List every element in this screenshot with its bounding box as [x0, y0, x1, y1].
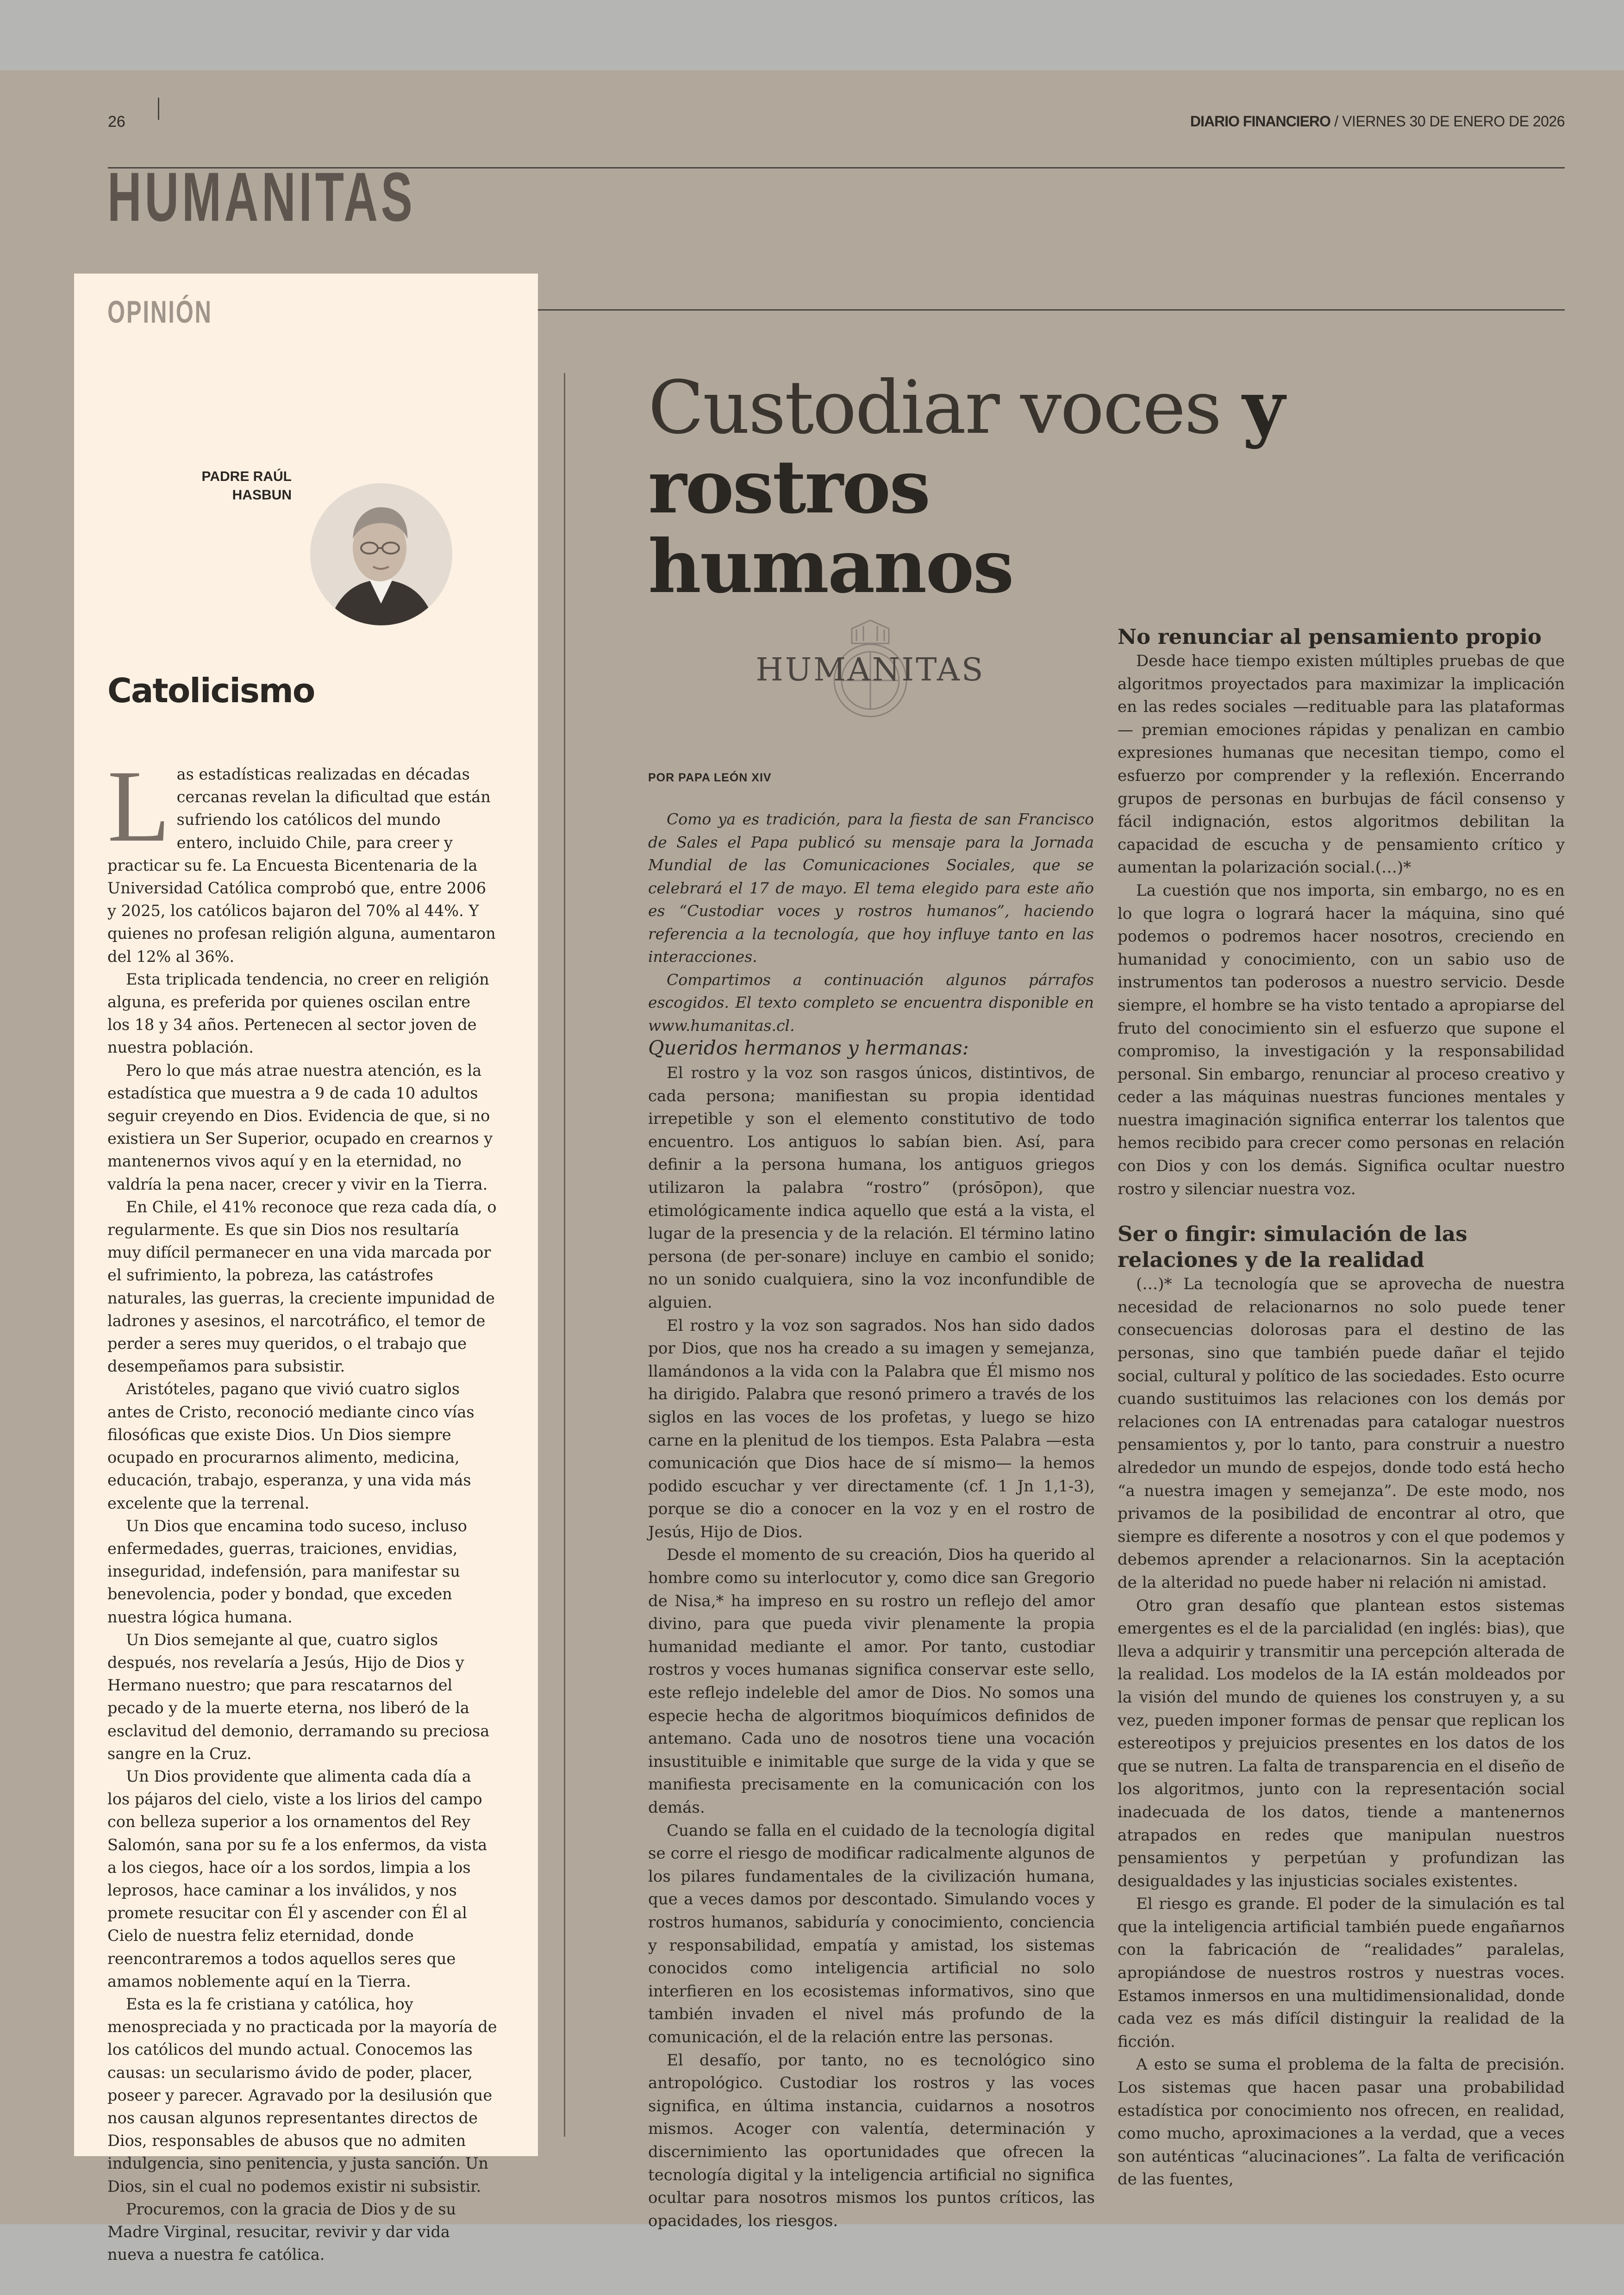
- article-paragraph: A esto se suma el problema de la falta de precisión. Los sistemas que hacen pasar una probabilidad estadística por conocimiento nos ofrecen, en realidad, como mucho, aproximaciones a la verdad, que a veces son auténticas “alucinaciones”. La falta de verificación de las fuentes,: [1118, 2055, 1565, 2189]
- article-byline: POR PAPA LEÓN XIV: [648, 771, 772, 784]
- article-paragraph: El riesgo es grande. El poder de la simulación es tal que la inteligencia artificial también puede engañarnos con la fabricación de “realidades” paralelas, apropiándose de nuestros rostros y nuestras voces. Estamos inmersos en una multidimensionalidad, donde cada vez es más difícil distinguir la realidad de la ficción.: [1118, 1895, 1565, 2051]
- opinion-paragraph: En Chile, el 41% reconoce que reza cada día, o regularmente. Es que sin Dios nos resultaría muy difícil permanecer en una vida marcada por el sufrimiento, la pobreza, las catástrofes naturales, las guerras, la creciente impunidad de ladrones y asesinos, el narcotráfico, el temor de perder a seres muy queridos, o el trabajo que desempeñamos para subsistir.: [107, 1197, 497, 1376]
- author-name: [153, 468, 292, 505]
- opinion-paragraph: Esta triplicada tendencia, no creer en religión alguna, es preferida por quienes oscilan entre los 18 y 34 años. Pertenecen al sector joven de nuestra población.: [107, 970, 489, 1057]
- intro-paragraph: Compartimos a continuación algunos párrafos escogidos. El texto completo se encuentra disponible en www.humanitas.cl.: [648, 970, 1094, 1035]
- logo-text: HUMANITAS: [756, 652, 985, 688]
- article-right-column: [1118, 624, 1565, 2191]
- masthead: [1190, 113, 1565, 130]
- article-paragraph: El rostro y la voz son sagrados. Nos han sido dados por Dios, que nos ha creado a su imagen y semejanza, llamándonos a la vida con la Palabra que Él mismo nos ha dirigido. Palabra que resonó primero a través de los siglos en las voces de los profetas, y luego se hizo carne en la plenitud de los tiempos. Esta Palabra —esta comunicación que Dios hace de sí mismo— la hemos podido escuchar y ver directamente (cf. 1 Jn 1,1-3), porque se dio a conocer en la voz y en el rostro de Jesús, Hijo de Dios.: [648, 1316, 1095, 1541]
- header-tick: [158, 98, 159, 120]
- masthead-brand: DIARIO FINANCIERO: [1190, 113, 1330, 130]
- section-title: HUMANITAS: [107, 158, 416, 236]
- opinion-paragraph: Un Dios providente que alimenta cada día a los pájaros del cielo, viste a los lirios del campo con belleza superior a los ornamentos del Rey Salomón, sana por su fe a los enfermos, da vista a los ciegos, hace oír a los sordos, limpia a los leprosos, hace caminar a los inválidos, y nos promete resucitar con Él y ascender con Él al Cielo de nuestra feliz eternidad, donde reencontraremos a todos aquellos seres que amamos noblemente aquí en la Tierra.: [107, 1767, 487, 1990]
- opinion-body: [107, 749, 497, 2266]
- article-paragraph: (…)* La tecnología que se aprovecha de nuestra necesidad de relacionarnos no solo puede tener consecuencias dolorosas para el destino de las personas, sino que también puede dañar el tejido social, cultural y político de las sociedades. Esto ocurre cuando sustituimos las relaciones con los demás por relaciones con IA entrenadas para catalogar nuestros pensamientos y, por lo tanto, para construir a nuestro alrededor un mundo de espejos, donde todo está hecho “a nuestra imagen y semejanza”. De este modo, nos privamos de la posibilidad de encontrar al otro, que siempre es diferente a nosotros y con el que podemos y debemos aprender a relacionarnos. Sin la aceptación de la alteridad no puede haber ni relación ni amistad.: [1118, 1275, 1565, 1592]
- opinion-paragraph: Las estadísticas realizadas en décadas cercanas revelan la dificultad que están sufriendo los católicos del mundo entero, incluido Chile, para creer y practicar su fe. La Encuesta Bicentenaria de la Universidad Católica comprobó que, entre 2006 y 2025, los católicos bajaron del 70% al 44%. Y quienes no profesan religión alguna, aumentaron del 12% al 36%.: [107, 749, 496, 966]
- article-paragraph: Otro gran desafío que plantean estos sistemas emergentes es el de la parcialidad (en inglés: bias), que lleva a adquirir y transmitir una percepción alterada de la realidad. Los modelos de la IA están moldeados por la visión del mundo de quienes los construyen y, a su vez, pueden imponer formas de pensar que replican los estereotipos y prejuicios presentes en los datos de los que se nutren. La falta de transparencia en el diseño de los algoritmos, junto con la representación social inadecuada de los datos, tiende a mantenernos atrapados en redes que manipulan nuestros pensamientos y perpetúan y profundizan las desigualdades y las injusticias sociales existentes.: [1118, 1596, 1565, 1890]
- author-name-line-1: PADRE RAÚL: [201, 469, 292, 484]
- headline-bold-2: humanos: [648, 524, 1013, 610]
- humanitas-logo: [755, 611, 986, 727]
- opinion-title: Catolicismo: [107, 671, 315, 710]
- drop-cap: L: [107, 749, 170, 863]
- article-middle-column: [648, 1035, 1095, 2233]
- column-divider: [564, 373, 565, 2137]
- page-number: 26: [108, 113, 125, 131]
- opinion-paragraph: Procuremos, con la gracia de Dios y de su Madre Virginal, resucitar, revivir y dar vida nueva a nuestra fe católica.: [107, 2200, 456, 2264]
- opinion-paragraph: Aristóteles, pagano que vivió cuatro siglos antes de Cristo, reconoció mediante cinco vías filosóficas que existe Dios. Un Dios siempre ocupado en procurarnos alimento, medicina, educación, trabajo, esperanza, y una vida más excelente que la terrenal.: [107, 1380, 475, 1512]
- headline-light: Custodiar voces: [648, 365, 1243, 450]
- article-paragraph: El desafío, por tanto, no es tecnológico sino antropológico. Custodiar los rostros y las voces significa, en última instancia, cuidarnos a nosotros mismos. Acoger con valentía, determinación y discernimiento las oportunidades que ofrecen la tecnología digital y la inteligencia artificial no significa ocultar para nosotros mismos los puntos críticos, las opacidades, los riesgos.: [648, 2051, 1095, 2230]
- opinion-paragraph: Pero lo que más atrae nuestra atención, es la estadística que muestra a 9 de cada 10 adultos seguir creyendo en Dios. Evidencia de que, si no existiera un Ser Superior, ocupado en crearnos y mantenernos vivos aquí y en la eternidad, no valdría la pena nacer, crecer y vivir en la Tierra.: [107, 1061, 493, 1193]
- author-name-line-2: HASBUN: [232, 487, 292, 503]
- article-headline: [648, 365, 1565, 610]
- article-paragraph: Desde hace tiempo existen múltiples pruebas de que algoritmos proyectados para maximizar la implicación en las redes sociales —redituable para las plataformas— premian emociones rápidas y penalizan en cambio expresiones humanas que necesitan tiempo, como el esfuerzo por comprender y la reflexión. Encerrando grupos de personas en burbujas de fácil consenso y fácil indignación, estos algoritmos debilitan la capacidad de escucha y de pensamiento crítico y aumentan la polarización social.(…)*: [1118, 652, 1565, 877]
- intro-paragraph: Como ya es tradición, para la fiesta de san Francisco de Sales el Papa publicó su mensaje para la Jornada Mundial de las Comunicaciones Sociales, que se celebrará el 17 de mayo. El tema elegido para este año es “Custodiar voces y rostros humanos”, haciendo referencia a la tecnología, que hoy influye tanto en las interacciones.: [648, 810, 1094, 966]
- opinion-paragraph: Esta es la fe cristiana y católica, hoy menospreciada y no practicada por la mayoría de los católicos del mundo actual. Conocemos las causas: un secularismo ávido de poder, placer, poseer y parecer. Agravado por la desilusión que nos causan algunos representantes directos de Dios, responsables de abusos que no admiten indulgencia, sino penitencia, y justa sanción. Un Dios, sin el cual no podemos existir ni subsistir.: [107, 1995, 497, 2195]
- article-paragraph: La cuestión que nos importa, sin embargo, no es en lo que logra o logrará hacer la máquina, sino qué podemos o podremos hacer nosotros, creciendo en humanidad y conocimiento, con un sabio uso de instrumentos tan poderosos a nuestro servicio. Desde siempre, el hombre se ha visto tentado a apropiarse del fruto del conocimiento sin el esfuerzo que supone el compromiso, la investigación y la responsabilidad personal. Sin embargo, renunciar al proceso creativo y ceder a las máquinas nuestras funciones mentales y nuestra imaginación significa enterrar los talentos que hemos recibido para crecer como personas en relación con Dios y con los demás. Significa ocultar nuestro rostro y silenciar nuestra voz.: [1118, 881, 1565, 1198]
- article-paragraph: Cuando se falla en el cuidado de la tecnología digital se corre el riesgo de modificar radicalmente algunos de los pilares fundamentales de la civilización humana, que a veces damos por descontado. Simulando voces y rostros humanos, sabiduría y conocimiento, conciencia y responsabilidad, empatía y amistad, los sistemas conocidos como inteligencia artificial no solo interfieren en los ecosistemas informativos, sino que también invaden el nivel más profundo de la comunicación, el de la relación entre las personas.: [648, 1821, 1095, 2046]
- article-intro: [648, 808, 1094, 1037]
- article-paragraph: Desde el momento de su creación, Dios ha querido al hombre como su interlocutor y, como dice san Gregorio de Nisa,* ha impreso en su rostro un reflejo del amor divino, para que pueda vivir plenamente la propia humanidad mediante el amor. Por tanto, custodiar rostros y voces humanas significa conservar este sello, este reflejo indeleble del amor de Dios. No somos una especie hecha de algoritmos bioquímicos definidos de antemano. Cada uno de nosotros tiene una vocación insustituible e inimitable que surge de la vida y que se manifiesta precisamente en la comunicación con los demás.: [648, 1546, 1095, 1817]
- opinion-label: OPINIÓN: [107, 294, 212, 330]
- opinion-paragraph: Un Dios que encamina todo suceso, incluso enfermedades, guerras, traiciones, envidias, inseguridad, indefensión, para manifestar su benevolencia, poder y bondad, que exceden nuestra lógica humana.: [107, 1516, 467, 1626]
- article-greeting: Queridos hermanos y hermanas:: [648, 1036, 969, 1059]
- headline-bold-1: y rostros: [648, 365, 1284, 530]
- author-portrait: [310, 483, 452, 625]
- subhead-no-renunciar: No renunciar al pensamiento propio: [1118, 624, 1542, 649]
- article-paragraph: El rostro y la voz son rasgos únicos, distintivos, de cada persona; manifiestan su propia identidad irrepetible y son el elemento constitutivo de todo encuentro. Los antiguos lo sabían bien. Así, para definir a la persona humana, los antiguos griegos utilizaron la palabra “rostro” (prósōpon), que etimológicamente indica aquello que está a la vista, el lugar de la presencia y de la relación. El término latino persona (de per-sonare) incluye en cambio el sonido; no un sonido cualquiera, sino la voz inconfundible de alguien.: [648, 1064, 1095, 1312]
- subhead-ser-o-fingir: Ser o fingir: simulación de las relaciones y de la realidad: [1118, 1222, 1468, 1272]
- opinion-paragraph: Un Dios semejante al que, cuatro siglos después, nos revelaría a Jesús, Hijo de Dios y Hermano nuestro; que para rescatarnos del pecado y de la muerte eterna, nos liberó de la esclavitud del demonio, derramando su preciosa sangre en la Cruz.: [107, 1630, 490, 1763]
- masthead-date: / VIERNES 30 DE ENERO DE 2026: [1330, 113, 1565, 130]
